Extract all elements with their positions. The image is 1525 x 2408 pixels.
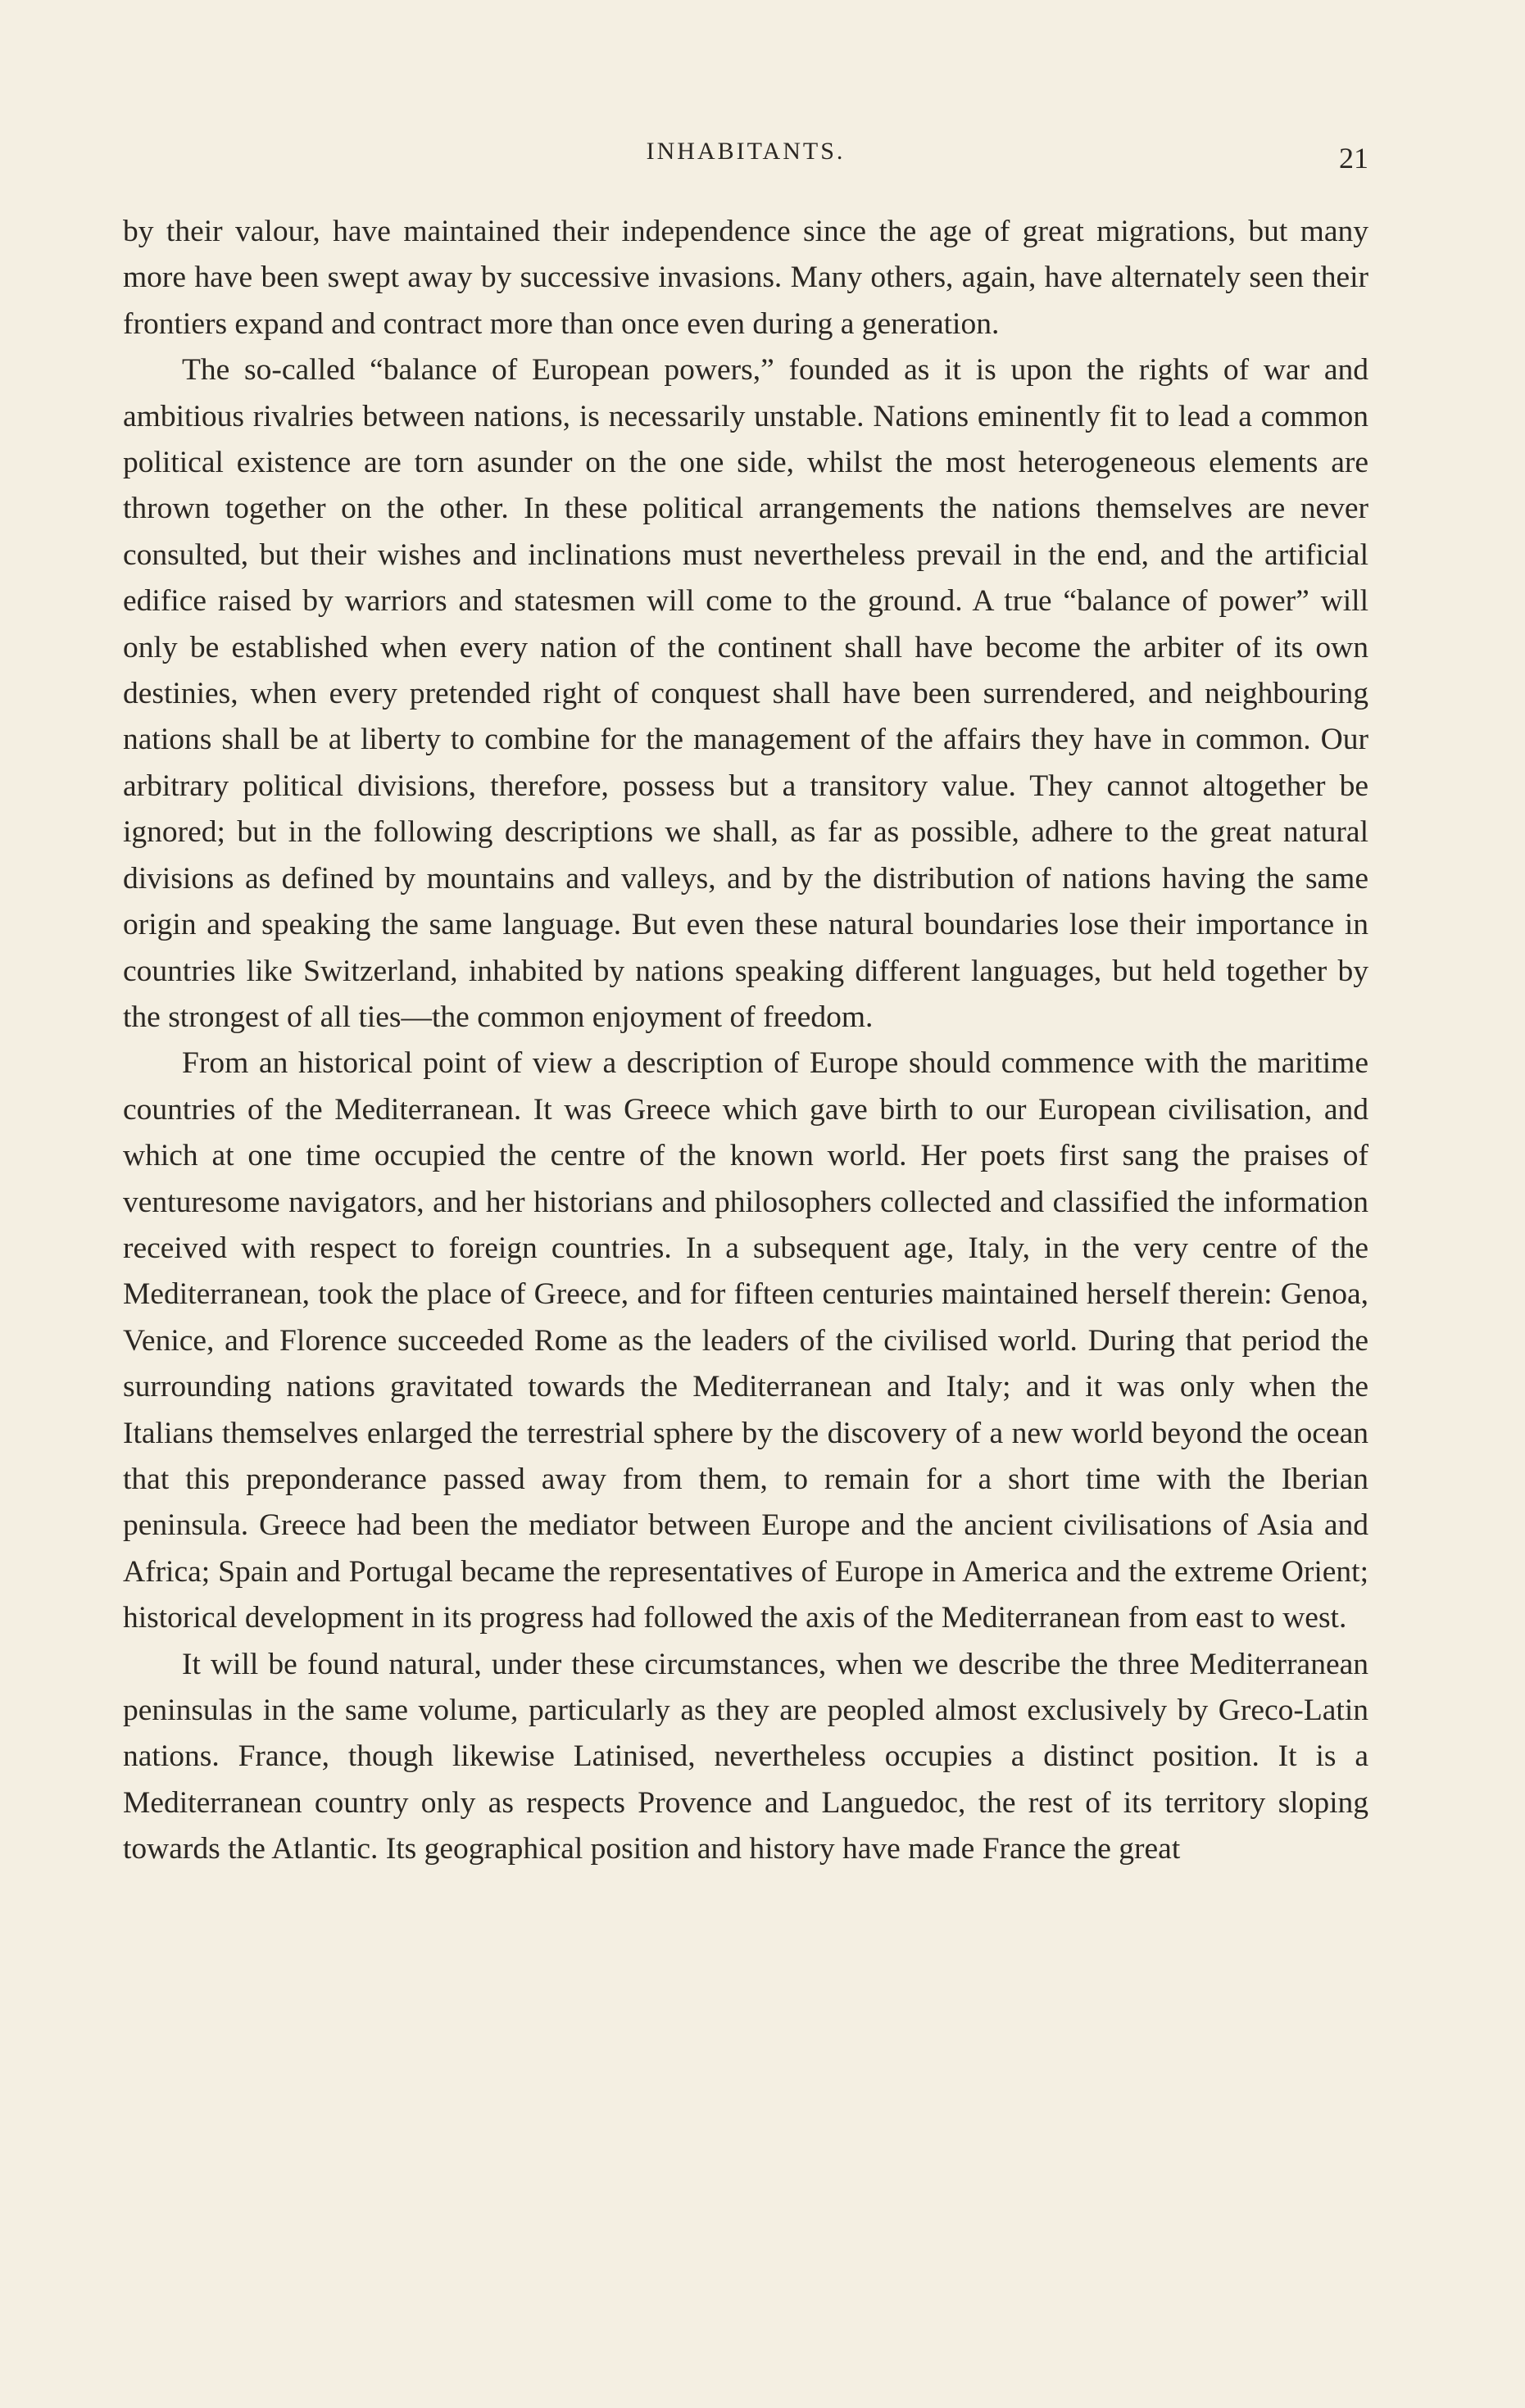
text-body xyxy=(123,209,1368,1873)
paragraph-balance-of-powers: The so-called “balance of European powers,” founded as it is upon the rights of war and ambitious rivalries between nations, is necessarily unstable. Nations eminently fit to lead a common political existence are torn asunder on the one side, whilst the most heterogeneous elements are thrown together on the other. In these political arrangements the nations themselves are never consulted, but their wishes and inclinations must nevertheless prevail in the end, and the artificial edifice raised by warriors and statesmen will come to the ground. A true “balance of power” will only be established when every nation of the continent shall have become the arbiter of its own destinies, when every pretended right of conquest shall have been surrendered, and neighbouring nations shall be at liberty to combine for the management of the affairs they have in common. Our arbitrary political divisions, therefore, possess but a transitory value. They cannot altogether be ignored; but in the following descriptions we shall, as far as possible, adhere to the great natural divisions as defined by mountains and valleys, and by the distribution of nations having the same origin and speaking the same language. But even these natural boundaries lose their importance in countries like Switzerland, inhabited by nations speaking different languages, but held together by the strongest of all ties—the common enjoyment of freedom. xyxy=(123,353,1368,1034)
page-number: 21 xyxy=(1339,142,1368,175)
paragraph-mediterranean-peninsulas: It will be found natural, under these circumstances, when we describe the three Mediterranean peninsulas in the same volume, particularly as they are peopled almost exclusively by Greco-Latin nations. France, though likewise Latinised, nevertheless occupies a distinct position. It is a Mediterranean country only as respects Provence and Languedoc, the rest of its territory sloping towards the Atlantic. Its geographical position and history have made France the great xyxy=(123,1647,1368,1866)
running-head xyxy=(123,138,1368,187)
paragraph-historical-view: From an historical point of view a description of Europe should commence with the maritime countries of the Mediterranean. It was Greece which gave birth to our European civilisation, and which at one time occupied the centre of the known world. Her poets first sang the praises of venturesome navigators, and her historians and philosophers collected and classified the information received with respect to foreign countries. In a subsequent age, Italy, in the very centre of the Mediterranean, took the place of Greece, and for fifteen centuries maintained herself therein: Genoa, Venice, and Florence succeeded Rome as the leaders of the civilised world. During that period the surrounding nations gravitated towards the Mediterranean and Italy; and it was only when the Italians themselves enlarged the terrestrial sphere by the discovery of a new world beyond the ocean that this preponderance passed away from them, to remain for a short time with the Iberian peninsula. Greece had been the mediator between Europe and the ancient civilisations of Asia and Africa; Spain and Portugal became the representatives of Europe in America and the extreme Orient; historical development in its progress had followed the axis of the Mediterranean from east to west. xyxy=(123,1046,1368,1635)
running-title: INHABITANTS. xyxy=(646,138,846,165)
paragraph-continued: by their valour, have maintained their independence since the age of great migrations, but many more have been swept away by successive invasions. Many others, again, have alternately seen their frontiers expand and contract more than once even during a generation. xyxy=(123,215,1368,341)
